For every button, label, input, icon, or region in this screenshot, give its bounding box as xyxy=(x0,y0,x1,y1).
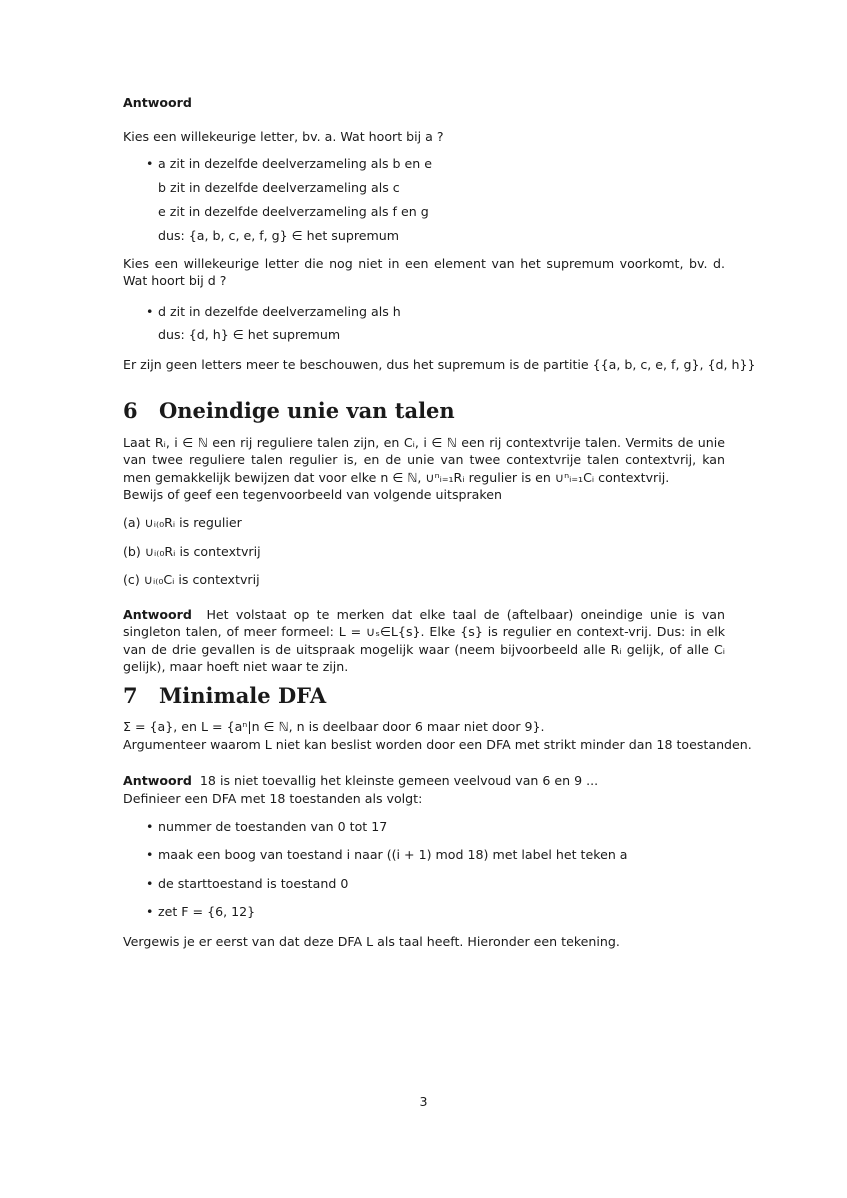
section-number: 6 xyxy=(123,398,138,423)
antwoord-intro-2: Kies een willekeurige letter die nog niet in een element van het supremum voorkomt, bv. d. Wat hoort bij d ? xyxy=(123,256,725,289)
list-item: de starttoestand is toestand 0 xyxy=(158,876,349,891)
section-7-line-2: Argumenteer waarom L niet kan beslist worden door een DFA met strikt minder dan 18 toestanden. xyxy=(123,737,752,752)
section-title: Minimale DFA xyxy=(159,683,327,708)
section-6-intro: Laat Rᵢ, i ∈ ℕ een rij reguliere talen zijn, en Cᵢ, i ∈ ℕ een rij contextvrije talen. Vermits de unie van twee reguliere talen regulier is, en de unie van twee contextvrije talen contextvrij, kan men gemakkelijk bewijzen dat voor elke n ∈ ℕ, ∪ⁿᵢ₌₁Rᵢ regulier is en ∪ⁿᵢ₌₁Cᵢ contextvrij. xyxy=(123,435,725,485)
section-7-define: Definieer een DFA met 18 toestanden als volgt: xyxy=(123,791,423,806)
section-7-heading xyxy=(123,683,326,709)
list-item: nummer de toestanden van 0 tot 17 xyxy=(158,819,388,834)
list-item: (b) ∪ᵢ₍₀Rᵢ is contextvrij xyxy=(123,544,261,559)
section-6-heading xyxy=(123,398,455,424)
answer-label: Antwoord xyxy=(123,607,192,622)
bullet-icon: • xyxy=(146,304,154,319)
list-item: (c) ∪ᵢ₍₀Cᵢ is contextvrij xyxy=(123,572,260,587)
list-item: dus: {d, h} ∈ het supremum xyxy=(158,327,341,342)
list-item: zet F = {6, 12} xyxy=(158,904,256,919)
list-item: b zit in dezelfde deelverzameling als c xyxy=(158,180,400,195)
section-number: 7 xyxy=(123,683,138,708)
answer-text: 18 is niet toevallig het kleinste gemeen veelvoud van 6 en 9 ... xyxy=(199,773,599,788)
section-6-answer xyxy=(123,606,725,676)
list-item: d zit in dezelfde deelverzameling als h xyxy=(158,304,401,319)
list-item: maak een boog van toestand i naar ((i + 1) mod 18) met label het teken a xyxy=(158,847,628,862)
section-title: Oneindige unie van talen xyxy=(159,398,455,423)
bullet-icon: • xyxy=(146,819,154,834)
antwoord-conclusion: Er zijn geen letters meer te beschouwen, dus het supremum is de partitie {{a, b, c, e, f, g}, {d, h}} xyxy=(123,357,756,372)
antwoord-heading: Antwoord xyxy=(123,95,192,110)
bullet-icon: • xyxy=(146,904,154,919)
bullet-icon: • xyxy=(146,156,154,171)
section-7-closing: Vergewis je er eerst van dat deze DFA L als taal heeft. Hieronder een tekening. xyxy=(123,934,620,949)
bullet-icon: • xyxy=(146,847,154,862)
antwoord-intro: Kies een willekeurige letter, bv. a. Wat hoort bij a ? xyxy=(123,129,444,144)
section-6-question: Bewijs of geef een tegenvoorbeeld van volgende uitspraken xyxy=(123,487,502,502)
section-7-line-1: Σ = {a}, en L = {aⁿ|n ∈ ℕ, n is deelbaar door 6 maar niet door 9}. xyxy=(123,719,545,734)
list-item: dus: {a, b, c, e, f, g} ∈ het supremum xyxy=(158,228,400,243)
section-7-answer xyxy=(123,773,598,789)
answer-label: Antwoord xyxy=(123,773,192,788)
bullet-icon: • xyxy=(146,876,154,891)
list-item: (a) ∪ᵢ₍₀Rᵢ is regulier xyxy=(123,515,242,530)
answer-text: Het volstaat op te merken dat elke taal de (aftelbaar) oneindige unie is van singleton talen, of meer formeel: L = ∪ₛ∈L{s}. Elke {s} is regulier en context-vrij. Dus: in elk van de drie gevallen is de uitspraak mogelijk waar (neem bijvoorbeeld alle Rᵢ gelijk, of alle Cᵢ gelijk), maar hoeft niet waar te zijn. xyxy=(123,607,725,675)
page-number: 3 xyxy=(419,1094,428,1109)
list-item: e zit in dezelfde deelverzameling als f en g xyxy=(158,204,429,219)
list-item: a zit in dezelfde deelverzameling als b en e xyxy=(158,156,432,171)
